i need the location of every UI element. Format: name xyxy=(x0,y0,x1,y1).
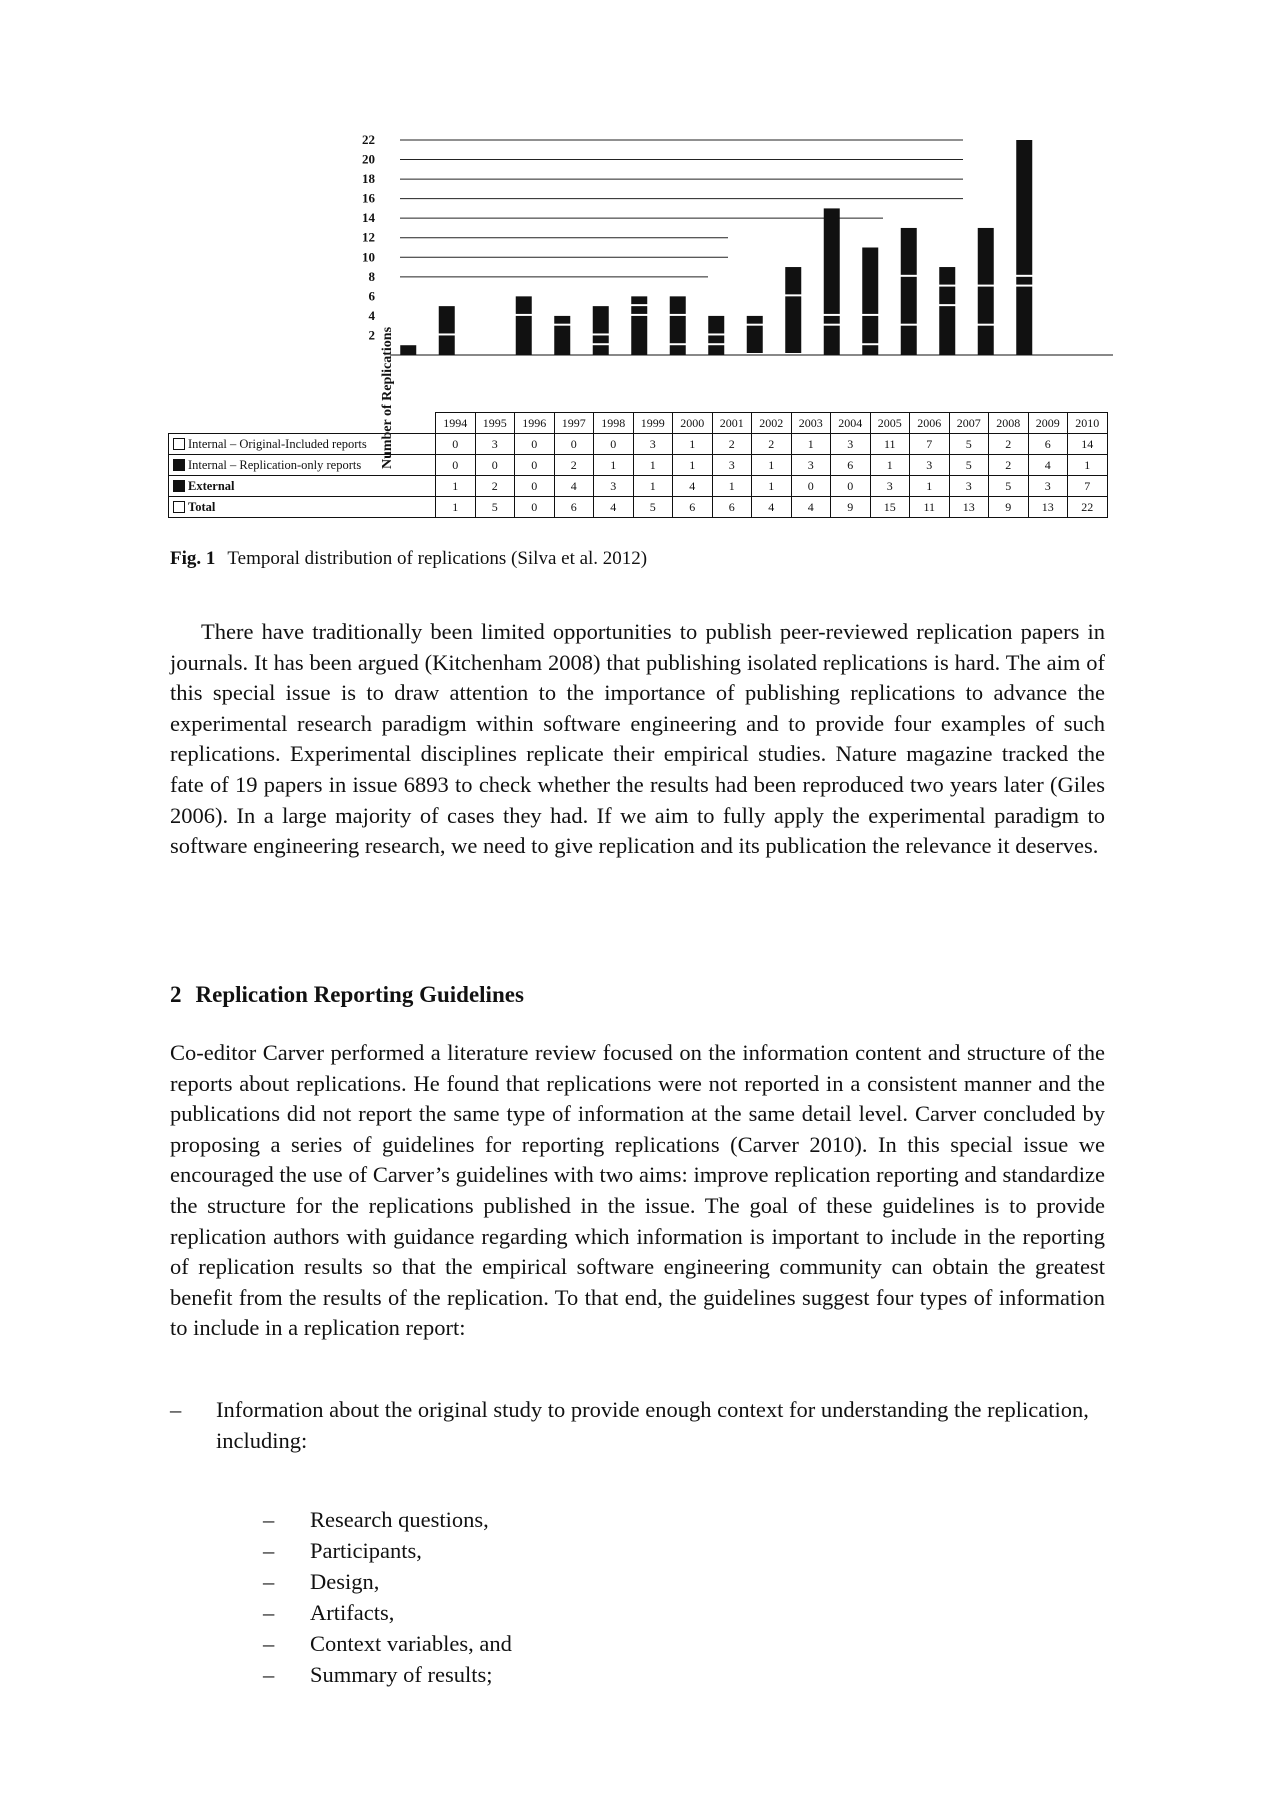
bullet-dash: – xyxy=(263,1631,275,1656)
table-row xyxy=(169,497,1108,518)
table-cell: 5 xyxy=(949,434,989,455)
sub-list-item xyxy=(263,1505,863,1536)
year-header: 1996 xyxy=(515,413,555,434)
year-header: 2003 xyxy=(791,413,831,434)
sub-bullet-text: Summary of results; xyxy=(310,1662,493,1687)
table-cell: 3 xyxy=(831,434,871,455)
y-tick-label: 16 xyxy=(362,190,375,206)
bar-replication-only xyxy=(708,335,724,343)
sub-list-item xyxy=(263,1629,863,1660)
table-cell: 3 xyxy=(1028,476,1068,497)
sub-bullet-text: Artifacts, xyxy=(310,1600,395,1625)
table-cell: 11 xyxy=(870,434,910,455)
table-cell: 3 xyxy=(870,476,910,497)
table-body xyxy=(169,434,1108,518)
legend-swatch xyxy=(173,480,185,492)
year-header: 2010 xyxy=(1068,413,1108,434)
y-tick-label: 6 xyxy=(368,288,375,304)
bar-original-included xyxy=(1016,140,1032,275)
replication-data-table xyxy=(168,412,1108,518)
row-label-text: Internal – Original-Included reports xyxy=(188,436,367,451)
row-label-text: External xyxy=(188,478,235,493)
table-row xyxy=(169,476,1108,497)
table-cell: 0 xyxy=(554,434,594,455)
bar-original-included xyxy=(862,248,878,314)
table-cell: 6 xyxy=(554,497,594,518)
bar-original-included xyxy=(939,267,955,285)
y-tick-label: 18 xyxy=(362,171,375,187)
bar-external xyxy=(862,345,878,355)
bar-replication-only xyxy=(670,316,686,343)
bar-original-included xyxy=(670,296,686,314)
bar-external xyxy=(1016,287,1032,355)
table-cell: 3 xyxy=(712,455,752,476)
sub-list-item xyxy=(263,1567,863,1598)
table-cell: 2 xyxy=(475,476,515,497)
table-cell: 13 xyxy=(1028,497,1068,518)
table-cell: 0 xyxy=(436,434,476,455)
year-header: 2004 xyxy=(831,413,871,434)
sub-bullet-text: Research questions, xyxy=(310,1507,489,1532)
table-cell: 4 xyxy=(554,476,594,497)
table-cell: 0 xyxy=(791,476,831,497)
table-cell: 1 xyxy=(752,455,792,476)
section-title: Replication Reporting Guidelines xyxy=(195,982,524,1007)
bar-external xyxy=(439,335,455,355)
bar-original-included xyxy=(747,316,763,324)
bar-original-included xyxy=(901,228,917,275)
paragraph-intro: There have traditionally been limited opportunities to publish peer-reviewed replication papers in journals. It has been argued (Kitchenham 2008) that publishing isolated replications is hard. The aim of this special issue is to draw attention to the importance of publishing replications to advance the experimental research paradigm within software engineering and to provide four examples of such replications. Experimental disciplines replicate their empirical studies. Nature magazine tracked the fate of 19 papers in issue 6893 to check whether the results had been reproduced two years later (Giles 2006). In a large majority of cases they had. If we aim to fully apply the experimental paradigm to software engineering research, we need to give replication and its publication the relevance it deserves. xyxy=(170,619,1105,859)
bar-replication-only xyxy=(862,316,878,343)
table-cell: 2 xyxy=(712,434,752,455)
table-cell: 2 xyxy=(989,455,1029,476)
y-tick-label: 4 xyxy=(368,307,375,323)
year-header: 1999 xyxy=(633,413,673,434)
bar-external xyxy=(824,326,840,355)
year-header: 2006 xyxy=(910,413,950,434)
table-cell: 9 xyxy=(831,497,871,518)
bar-replication-only xyxy=(1016,277,1032,285)
y-tick-label: 8 xyxy=(368,268,375,284)
table-cell: 0 xyxy=(436,455,476,476)
table-cell: 6 xyxy=(673,497,713,518)
table-cell: 0 xyxy=(515,434,555,455)
table-cell: 6 xyxy=(831,455,871,476)
row-label-text: Internal – Replication-only reports xyxy=(188,457,362,472)
bar-external xyxy=(901,326,917,355)
y-tick-label: 22 xyxy=(362,132,375,147)
table-cell: 15 xyxy=(870,497,910,518)
bar-replication-only xyxy=(901,277,917,324)
bar-original-included xyxy=(439,306,455,333)
legend-swatch xyxy=(173,438,185,450)
table-cell: 2 xyxy=(554,455,594,476)
row-label xyxy=(169,434,436,455)
table-cell: 5 xyxy=(949,455,989,476)
sub-list-item xyxy=(263,1536,863,1567)
table-cell: 1 xyxy=(673,434,713,455)
table-cell: 0 xyxy=(515,455,555,476)
table-cell: 1 xyxy=(633,476,673,497)
bar-external xyxy=(978,326,994,355)
table-cell: 1 xyxy=(870,455,910,476)
year-header: 1997 xyxy=(554,413,594,434)
row-label xyxy=(169,497,436,518)
table-row xyxy=(169,434,1108,455)
table-cell: 5 xyxy=(633,497,673,518)
table-cell: 1 xyxy=(436,497,476,518)
table-cell: 1 xyxy=(633,455,673,476)
table-cell: 1 xyxy=(910,476,950,497)
table-cell: 5 xyxy=(475,497,515,518)
y-tick-label: 10 xyxy=(362,249,375,265)
bullet-dash: – xyxy=(263,1662,275,1687)
table-cell: 3 xyxy=(910,455,950,476)
bar-replication-only xyxy=(978,287,994,324)
bar-external xyxy=(670,345,686,355)
bar-original-included xyxy=(978,228,994,285)
bar-original-included xyxy=(708,316,724,334)
figure-label: Fig. 1 xyxy=(170,548,216,569)
table-cell: 1 xyxy=(594,455,634,476)
table-cell: 1 xyxy=(791,434,831,455)
figure-1 xyxy=(168,132,1113,530)
year-header-row xyxy=(169,413,1108,434)
table-cell: 3 xyxy=(594,476,634,497)
bar-original-included xyxy=(824,208,840,314)
table-cell: 0 xyxy=(515,497,555,518)
table-cell: 6 xyxy=(1028,434,1068,455)
section-number: 2 xyxy=(170,982,182,1007)
row-label xyxy=(169,455,436,476)
table-cell: 1 xyxy=(712,476,752,497)
table-cell: 7 xyxy=(910,434,950,455)
table-cell: 4 xyxy=(791,497,831,518)
year-header: 2001 xyxy=(712,413,752,434)
table-row xyxy=(169,455,1108,476)
table-cell: 3 xyxy=(633,434,673,455)
y-tick-label: 20 xyxy=(362,151,375,167)
section-heading xyxy=(170,982,524,1008)
bar-external xyxy=(708,345,724,355)
bar-replication-only xyxy=(631,306,647,314)
year-header: 2009 xyxy=(1028,413,1068,434)
year-header: 1995 xyxy=(475,413,515,434)
bar-external xyxy=(939,306,955,355)
table-cell: 0 xyxy=(515,476,555,497)
sub-bullet-text: Context variables, and xyxy=(310,1631,512,1656)
sub-bullet-text: Participants, xyxy=(310,1538,422,1563)
table-cell: 22 xyxy=(1068,497,1108,518)
figure-caption-text: Temporal distribution of replications (Silva et al. 2012) xyxy=(227,548,648,569)
bar-external xyxy=(516,316,532,355)
table-cell: 0 xyxy=(594,434,634,455)
table-cell: 11 xyxy=(910,497,950,518)
year-header: 2000 xyxy=(673,413,713,434)
bullet-dash: – xyxy=(263,1600,275,1625)
year-header: 1998 xyxy=(594,413,634,434)
bar-original-included xyxy=(631,296,647,304)
figure-caption xyxy=(170,548,647,570)
table-cell: 1 xyxy=(673,455,713,476)
table-cell: 2 xyxy=(989,434,1029,455)
sub-bullet-text: Design, xyxy=(310,1569,380,1594)
sub-list-item xyxy=(263,1660,863,1691)
table-cell: 0 xyxy=(831,476,871,497)
bullet-dash: – xyxy=(263,1507,275,1532)
table-cell: 14 xyxy=(1068,434,1108,455)
table-cell: 4 xyxy=(752,497,792,518)
table-corner xyxy=(169,413,436,434)
table-cell: 1 xyxy=(752,476,792,497)
bar-replication-only xyxy=(824,316,840,324)
year-header: 2008 xyxy=(989,413,1029,434)
table-cell: 0 xyxy=(475,455,515,476)
row-label-text: Total xyxy=(188,499,216,514)
legend-swatch xyxy=(173,501,185,513)
table-cell: 5 xyxy=(989,476,1029,497)
y-axis-label: Number of Replications xyxy=(380,326,395,470)
table-cell: 2 xyxy=(752,434,792,455)
table-cell: 6 xyxy=(712,497,752,518)
y-tick-label: 2 xyxy=(368,327,375,343)
table-cell: 3 xyxy=(475,434,515,455)
sub-list-item xyxy=(263,1598,863,1629)
table-cell: 3 xyxy=(791,455,831,476)
list-item xyxy=(170,1395,1105,1457)
bar-replication-only xyxy=(785,296,801,353)
legend-swatch xyxy=(173,459,185,471)
bullet-dash: – xyxy=(263,1538,275,1563)
bar-original-included xyxy=(785,267,801,294)
table-cell: 4 xyxy=(594,497,634,518)
bar-replication-only xyxy=(554,316,570,324)
bullet-text: Information about the original study to provide enough context for understanding the replication, including: xyxy=(216,1397,1089,1453)
table-cell: 1 xyxy=(436,476,476,497)
bullet-dash: – xyxy=(170,1397,182,1422)
stacked-bar-chart xyxy=(168,132,1113,412)
bar-original-included xyxy=(593,306,609,333)
table-cell: 9 xyxy=(989,497,1029,518)
bar-external xyxy=(554,326,570,355)
paragraph-guidelines: Co-editor Carver performed a literature review focused on the information content and structure of the reports about replications. He found that replications were not reported in a consistent manner and the publications did not report the same type of information at the same detail level. Carver concluded by proposing a series of guidelines for reporting replications (Carver 2010). In this special issue we encouraged the use of Carver’s guidelines with two aims: improve replication reporting and standardize the structure for the replications published in the issue. The goal of these guidelines is to provide replication authors with guidance regarding which information is important to include in the reporting of replication results so that the empirical software engineering community can obtain the greatest benefit from the results of the replication. To that end, the guidelines suggest four types of information to include in a replication report: xyxy=(170,1040,1105,1341)
table-cell: 4 xyxy=(673,476,713,497)
y-tick-label: 14 xyxy=(362,210,375,226)
year-header: 1994 xyxy=(436,413,476,434)
table-cell: 1 xyxy=(1068,455,1108,476)
bar-replication-only xyxy=(747,326,763,353)
bar-external xyxy=(593,345,609,355)
table-cell: 3 xyxy=(949,476,989,497)
y-tick-label: 12 xyxy=(362,229,375,245)
row-label xyxy=(169,476,436,497)
year-header: 2002 xyxy=(752,413,792,434)
table-cell: 13 xyxy=(949,497,989,518)
bar-replication-only xyxy=(593,335,609,343)
bar-replication-only xyxy=(516,296,532,314)
bar-replication-only xyxy=(939,287,955,305)
table-cell: 4 xyxy=(1028,455,1068,476)
bar-external xyxy=(400,345,416,355)
table-cell: 7 xyxy=(1068,476,1108,497)
year-header: 2007 xyxy=(949,413,989,434)
bullet-dash: – xyxy=(263,1569,275,1594)
year-header: 2005 xyxy=(870,413,910,434)
bar-external xyxy=(631,316,647,355)
